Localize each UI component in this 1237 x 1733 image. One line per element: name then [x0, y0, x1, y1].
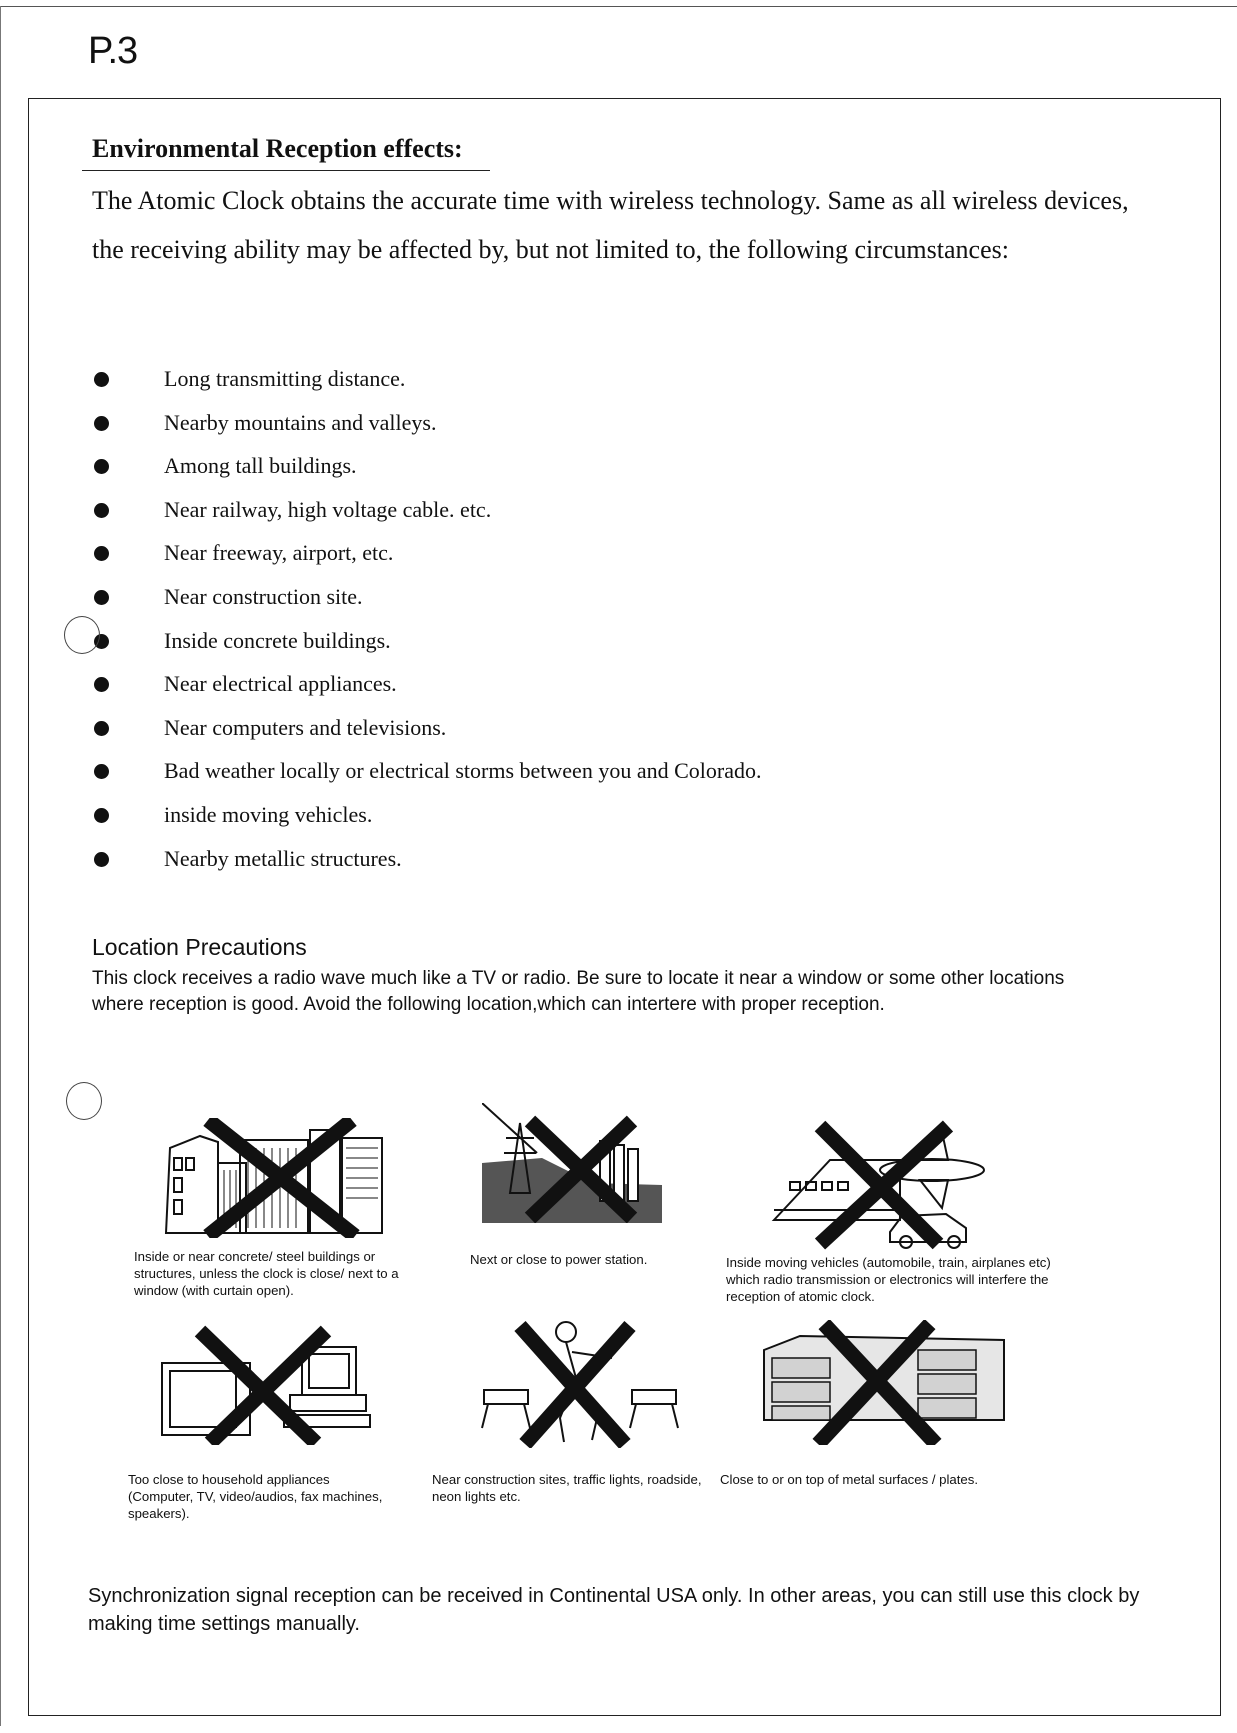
list-item: Near construction site. [92, 582, 761, 626]
bullet-icon [94, 459, 109, 474]
location-precautions-title: Location Precautions [92, 934, 307, 960]
buildings-icon [160, 1118, 395, 1238]
list-item: Among tall buildings. [92, 451, 761, 495]
construction-icon [480, 1318, 680, 1448]
bullet-icon [94, 721, 109, 736]
list-item: Near freeway, airport, etc. [92, 538, 761, 582]
location-precautions-body: This clock receives a radio wave much like a TV or radio. Be sure to locate it near a window or some other locations where reception is good. Avoid the following location,which can intertere with proper reception. [92, 968, 1065, 1015]
reception-effects-list [92, 364, 761, 887]
bullet-icon [94, 590, 109, 605]
figure-caption: Inside or near concrete/ steel buildings or structures, unless the clock is close/ next to a window (with curtain open). [134, 1249, 399, 1298]
section-heading: Environmental Reception effects: [92, 134, 463, 163]
footer-note: Synchronization signal reception can be received in Continental USA only. In other areas, you can still use this clock by making time settings manually. [88, 1585, 1140, 1635]
appliances-icon [158, 1325, 373, 1445]
figure-caption: Near construction sites, traffic lights, roadside, neon lights etc. [432, 1472, 702, 1504]
list-item: Nearby mountains and valleys. [92, 408, 761, 452]
metal-desk-icon [760, 1320, 1005, 1445]
list-item: Near electrical appliances. [92, 669, 761, 713]
bullet-icon [94, 764, 109, 779]
list-item: Bad weather locally or electrical storms between you and Colorado. [92, 756, 761, 800]
page-number: P.3 [88, 30, 138, 72]
page-top-rule [0, 6, 1237, 7]
page-left-edge [0, 6, 1, 1726]
bullet-icon [94, 808, 109, 823]
bullet-icon [94, 503, 109, 518]
figure-caption: Too close to household appliances (Computer, TV, video/audios, fax machines, speakers). [128, 1472, 383, 1521]
bullet-icon [94, 416, 109, 431]
power-station-icon [482, 1103, 667, 1223]
punch-hole-icon [64, 616, 100, 654]
list-item: inside moving vehicles. [92, 800, 761, 844]
figure-caption: Close to or on top of metal surfaces / plates. [720, 1472, 979, 1487]
vehicles-icon [770, 1120, 1000, 1250]
intro-paragraph: The Atomic Clock obtains the accurate time with wireless technology. Same as all wireless devices, the receiving ability may be affected by, but not limited to, the following circumstances: [92, 186, 1129, 264]
bullet-icon [94, 677, 109, 692]
bullet-icon [94, 372, 109, 387]
bullet-icon [94, 546, 109, 561]
list-item: Nearby metallic structures. [92, 844, 761, 888]
figure-caption: Next or close to power station. [470, 1252, 648, 1267]
list-item: Near computers and televisions. [92, 713, 761, 757]
list-item: Inside concrete buildings. [92, 626, 761, 670]
figure-caption: Inside moving vehicles (automobile, train, airplanes etc) which radio transmission or electronics will interfere the reception of atomic clock. [726, 1255, 1051, 1304]
bullet-icon [94, 852, 109, 867]
list-item: Near railway, high voltage cable. etc. [92, 495, 761, 539]
punch-hole-icon [66, 1082, 102, 1120]
heading-underline [82, 170, 490, 171]
list-item: Long transmitting distance. [92, 364, 761, 408]
